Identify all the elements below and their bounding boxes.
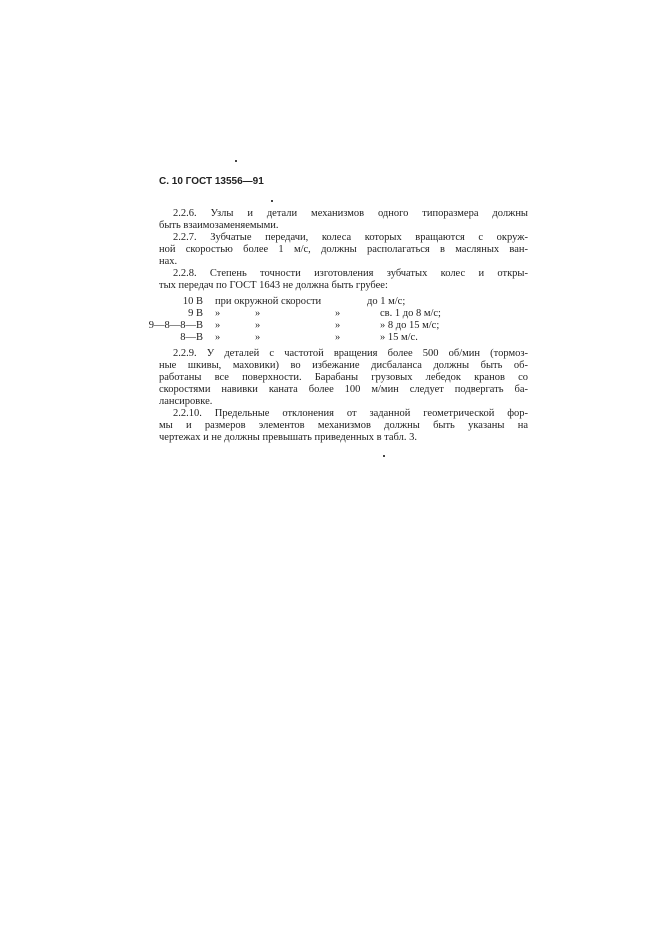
accuracy-degree: 10 В — [182, 296, 203, 307]
speed-range: » 8 до 15 м/с; — [380, 320, 440, 331]
text-line: работаны все поверхности. Барабаны грузовых лебедок кранов со — [159, 372, 528, 383]
table-cell: » — [255, 320, 261, 331]
speed-range: до 1 м/с; — [367, 296, 406, 307]
table-cell: » — [215, 308, 221, 319]
text-line: скоростями навивки каната более 100 м/мин следует подвергать ба- — [159, 384, 528, 395]
table-cell: » — [255, 308, 261, 319]
speed-range: » 15 м/с. — [380, 332, 418, 343]
scan-speck — [271, 200, 273, 202]
text-line: чертежах и не должны превышать приведенных в табл. 3. — [159, 432, 417, 443]
text-line: ной скоростью более 1 м/с, должны располагаться в масляных ван- — [159, 244, 528, 255]
table-row — [145, 308, 530, 320]
table-row — [145, 320, 530, 332]
table-cell: » — [215, 332, 221, 343]
text-line: 2.2.10. Предельные отклонения от заданной геометрической фор- — [173, 408, 528, 419]
scan-speck — [235, 160, 237, 162]
accuracy-degree: 9 В — [188, 308, 203, 319]
speed-range: св. 1 до 8 м/с; — [380, 308, 441, 319]
text-line: 2.2.8. Степень точности изготовления зубчатых колес и откры- — [173, 268, 528, 279]
table-cell: » — [335, 332, 341, 343]
table-row — [145, 296, 530, 308]
text-line: 2.2.6. Узлы и детали механизмов одного типоразмера должны — [173, 208, 528, 219]
table-cell: » — [255, 332, 261, 343]
accuracy-degree: 9—8—8—В — [148, 320, 203, 331]
text-line: ные шкивы, маховики) во избежание дисбаланса должны быть об- — [159, 360, 528, 371]
table-cell: » — [335, 320, 341, 331]
text-line: 2.2.7. Зубчатые передачи, колеса которых вращаются с окруж- — [173, 232, 528, 243]
text-line: 2.2.9. У деталей с частотой вращения более 500 об/мин (тормоз- — [173, 348, 528, 359]
text-line: тых передач по ГОСТ 1643 не должна быть грубее: — [159, 280, 388, 291]
table-row — [145, 332, 530, 344]
text-line: лансировке. — [159, 396, 213, 407]
text-line: мы и размеров элементов механизмов должны быть указаны на — [159, 420, 528, 431]
table-cell: » — [215, 320, 221, 331]
page-header: С. 10 ГОСТ 13556—91 — [159, 176, 264, 187]
accuracy-degree: 8—В — [180, 332, 203, 343]
table-cell: при окружной скорости — [215, 296, 322, 307]
text-line: быть взаимозаменяемыми. — [159, 220, 279, 231]
scan-speck — [383, 455, 385, 457]
table-cell: » — [335, 308, 341, 319]
text-line: нах. — [159, 256, 178, 267]
